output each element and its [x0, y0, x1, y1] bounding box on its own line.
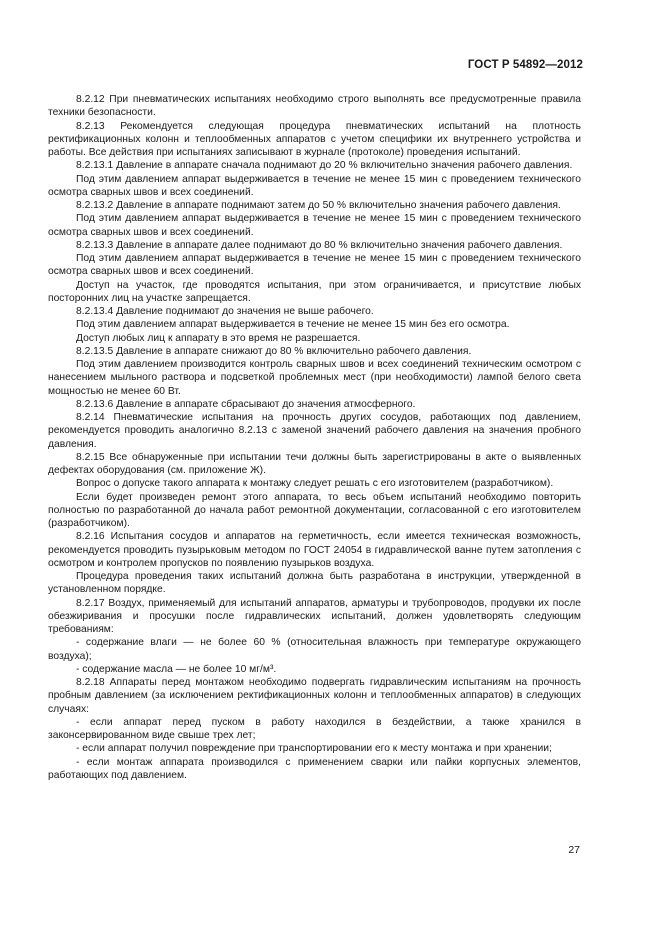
paragraph-repair: Если будет произведен ремонт этого аппарата, то весь объем испытаний необходимо повторить полностью по разработанной до начала работ ремонтной документации, согласованной с его изготовителем (разработчиком). [48, 491, 581, 529]
document-header: ГОСТ Р 54892—2012 [467, 59, 583, 71]
paragraph-8-2-18: 8.2.18 Аппараты перед монтажом необходимо подвергать гидравлическим испытаниям на прочность пробным давлением (за исключением ректификационных колонн и теплообменных аппаратов) в следующих случаях: [48, 677, 581, 715]
paragraph-8-2-16: 8.2.16 Испытания сосудов и аппаратов на герметичность, если имеется техническая возможность, рекомендуется проводить пузырьковым методом по ГОСТ 24054 в гидравлической ванне путем затопления с осмотром и контролем пропусков по появлению пузырьков воздуха. [48, 531, 581, 569]
paragraph-hold-4: Под этим давлением аппарат выдерживается в течение не менее 15 мин без его осмотра. [76, 319, 510, 331]
list-item-oil: - содержание масла — не более 10 мг/м³. [76, 663, 277, 675]
paragraph-hold-3: Под этим давлением аппарат выдерживается в течение не менее 15 мин с проведением технического осмотра сварных швов и всех соединений. [48, 253, 581, 278]
paragraph-hold-1: Под этим давлением аппарат выдерживается в течение не менее 15 мин с проведением технического осмотра сварных швов и всех соединений. [48, 173, 581, 198]
paragraph-8-2-13-6: 8.2.13.6 Давление в аппарате сбрасывают до значения атмосферного. [76, 398, 416, 410]
paragraph-admission: Вопрос о допуске такого аппарата к монтажу следует решать с его изготовителем (разработчиком). [76, 478, 554, 490]
paragraph-8-2-13-4: 8.2.13.4 Давление поднимают до значения не выше рабочего. [76, 306, 374, 317]
paragraph-8-2-15: 8.2.15 Все обнаруженные при испытании течи должны быть зарегистрированы в акте о выявленных дефектах оборудования (см. приложение Ж). [48, 451, 581, 476]
paragraph-hold-2: Под этим давлением аппарат выдерживается в течение не менее 15 мин с проведением технического осмотра сварных швов и всех соединений. [48, 213, 581, 238]
paragraph-8-2-12: 8.2.12 При пневматических испытаниях необходимо строго выполнять все предусмотренные правила техники безопасности. [48, 94, 581, 119]
paragraph-8-2-13-3: 8.2.13.3 Давление в аппарате далее поднимают до 80 % включительно значения рабочего давления. [76, 239, 563, 251]
paragraph-8-2-13-2: 8.2.13.2 Давление в аппарате поднимают затем до 50 % включительно значения рабочего давления. [76, 200, 561, 211]
list-item-idle: - если аппарат перед пуском в работу находился в бездействии, а также хранился в законсервированном виде свыше трех лет; [48, 716, 581, 741]
paragraph-8-2-13-1: 8.2.13.1 Давление в аппарате сначала поднимают до 20 % включительно значения рабочего давления. [76, 160, 573, 172]
paragraph-8-2-17: 8.2.17 Воздух, применяемый для испытаний аппаратов, арматуры и трубопроводов, продувки их после обезжиривания и просушки после гидравлических испытаний, должен удовлетворять следующим требованиям: [48, 597, 581, 635]
list-item-moisture: - содержание влаги — не более 60 % (относительная влажность при температуре окружающего воздуха); [48, 637, 581, 662]
paragraph-procedure: Процедура проведения таких испытаний должна быть разработана в инструкции, утвержденной в установленном порядке. [48, 571, 581, 596]
paragraph-access-denied: Доступ любых лиц к аппарату в это время не разрешается. [76, 332, 361, 344]
list-item-welding: - если монтаж аппарата производился с применением сварки или пайки корпусных элементов, работающих под давлением. [48, 756, 581, 781]
document-body [48, 93, 581, 782]
list-item-damage: - если аппарат получил повреждение при транспортировании его к месту монтажа и при хранении; [76, 743, 552, 755]
paragraph-access-restricted: Доступ на участок, где проводятся испытания, при этом ограничивается, и присутствие любых посторонних лиц на участке запрещается. [48, 279, 581, 304]
paragraph-8-2-13: 8.2.13 Рекомендуется следующая процедура пневматических испытаний на плотность ректификационных колонн и теплообменных аппаратов с учетом специфики их внутреннего устройства и работы. Все действия при испытаниях записывают в журнале (протоколе) проведения испытаний. [48, 120, 581, 158]
paragraph-8-2-13-5: 8.2.13.5 Давление в аппарате снижают до 80 % включительно рабочего давления. [76, 345, 472, 357]
paragraph-8-2-14: 8.2.14 Пневматические испытания на прочность других сосудов, работающих под давлением, рекомендуется проводить аналогично 8.2.13 с заменой значений рабочего давления на значения пробного давления. [48, 412, 581, 450]
paragraph-inspection: Под этим давлением производится контроль сварных швов и всех соединений техническим осмотром с нанесением мыльного раствора и подсветкой проблемных мест (при необходимости) лампой белого света мощностью не менее 60 Вт. [48, 359, 581, 397]
page-number: 27 [568, 844, 580, 856]
